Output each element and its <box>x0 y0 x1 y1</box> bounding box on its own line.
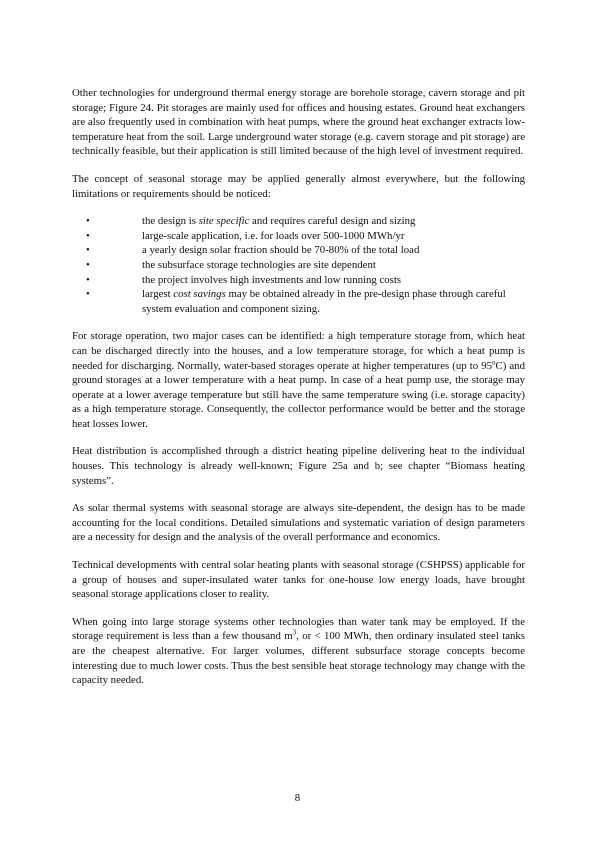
paragraph-storage-operation <box>72 329 525 431</box>
list-item <box>72 214 525 229</box>
cubic-superscript: 3 <box>292 628 297 637</box>
list-item-text: largest <box>142 288 174 301</box>
paragraph-heat-distribution: Heat distribution is accomplished through a district heating pipeline delivering heat to the individual houses. This technology is already well-known; Figure 25a and b; see chapter “Biomass heating systems”. <box>72 445 525 487</box>
paragraph-large-storage-systems <box>72 615 525 688</box>
list-item-text: the project involves high investments and low running costs <box>142 273 402 286</box>
paragraph-underground-storage: Other technologies for underground thermal energy storage are borehole storage, cavern storage and pit storage; Figure 24. Pit storages are mainly used for offices and housing estates. Ground heat exchangers are also frequently used in combination with heat pumps, where the ground heat exchanger extracts low-temperature heat from the soil. Large underground water storage (e.g. cavern storage and pit storage) are technically feasible, but their application is still limited because of the high level of investment required. <box>72 87 525 158</box>
bullet-marker: • <box>86 288 90 301</box>
list-item <box>72 258 525 273</box>
list-item-text: the design is <box>142 215 199 228</box>
page-number: 8 <box>294 792 301 804</box>
requirements-list <box>72 214 525 316</box>
list-item <box>72 273 525 288</box>
list-item <box>72 229 525 244</box>
bullet-marker: • <box>86 215 90 228</box>
list-item-text: may be obtained already in the pre-design phase through careful system evaluation and component sizing. <box>142 288 506 315</box>
paragraph-text: , or < 100 MWh, then ordinary insulated steel tanks are the cheapest alternative. For larger volumes, different subsurface storage concepts become interesting due to much lower costs. Thus the best sensible heat storage technology may change with the capacity needed. <box>72 630 526 687</box>
degree-superscript: o <box>492 357 496 366</box>
list-item-text: a yearly design solar fraction should be 70-80% of the total load <box>142 244 420 257</box>
list-item-emphasis: cost savings <box>173 288 226 301</box>
list-item-text: large-scale application, i.e. for loads over 500-1000 MWh/yr <box>142 229 405 242</box>
paragraph-text: C) and ground storages at a lower temperature with a heat pump. In case of a heat pump use, the storage may operate at a lower average temperature but still have the same temperature swing (i.e. storage capacity) as a high temperature storage. Consequently, the collector performance would be better and the storage heat losses lower. <box>72 359 525 430</box>
document-body <box>72 86 525 701</box>
paragraph-technical-developments: Technical developments with central solar heating plants with seasonal storage (CSHPSS) applicable for a group of houses and super-insulated water tanks for one-house low energy loads, have brought seasonal storage applications closer to reality. <box>72 559 525 601</box>
list-item-text: and requires careful design and sizing <box>249 215 416 228</box>
paragraph-seasonal-storage-concept: The concept of seasonal storage may be applied generally almost everywhere, but the following limitations or requirements should be noticed: <box>72 172 525 200</box>
paragraph-text: When going into large storage systems other technologies than water tank may be employed. If the storage requirement is less than a few thousand m <box>72 615 525 643</box>
list-item <box>72 287 525 316</box>
list-item-text: the subsurface storage technologies are site dependent <box>142 258 376 271</box>
paragraph-text: For storage operation, two major cases can be identified: a high temperature storage from, which heat can be discharged directly into the houses, and a low temperature storage, for which a heat pump is needed for discharging. Normally, water-based storages operate at higher temperatures (up to 95 <box>72 330 525 372</box>
paragraph-site-dependent-design: As solar thermal systems with seasonal storage are always site-dependent, the design has to be made accounting for the local conditions. Detailed simulations and systematic variation of design parameters are a necessity for design and the analysis of the overall performance and economics. <box>72 502 525 544</box>
bullet-marker: • <box>86 273 90 286</box>
list-item-emphasis: site specific <box>198 215 250 228</box>
bullet-marker: • <box>86 229 90 242</box>
bullet-marker: • <box>86 258 90 271</box>
list-item <box>72 243 525 258</box>
bullet-marker: • <box>86 244 90 257</box>
